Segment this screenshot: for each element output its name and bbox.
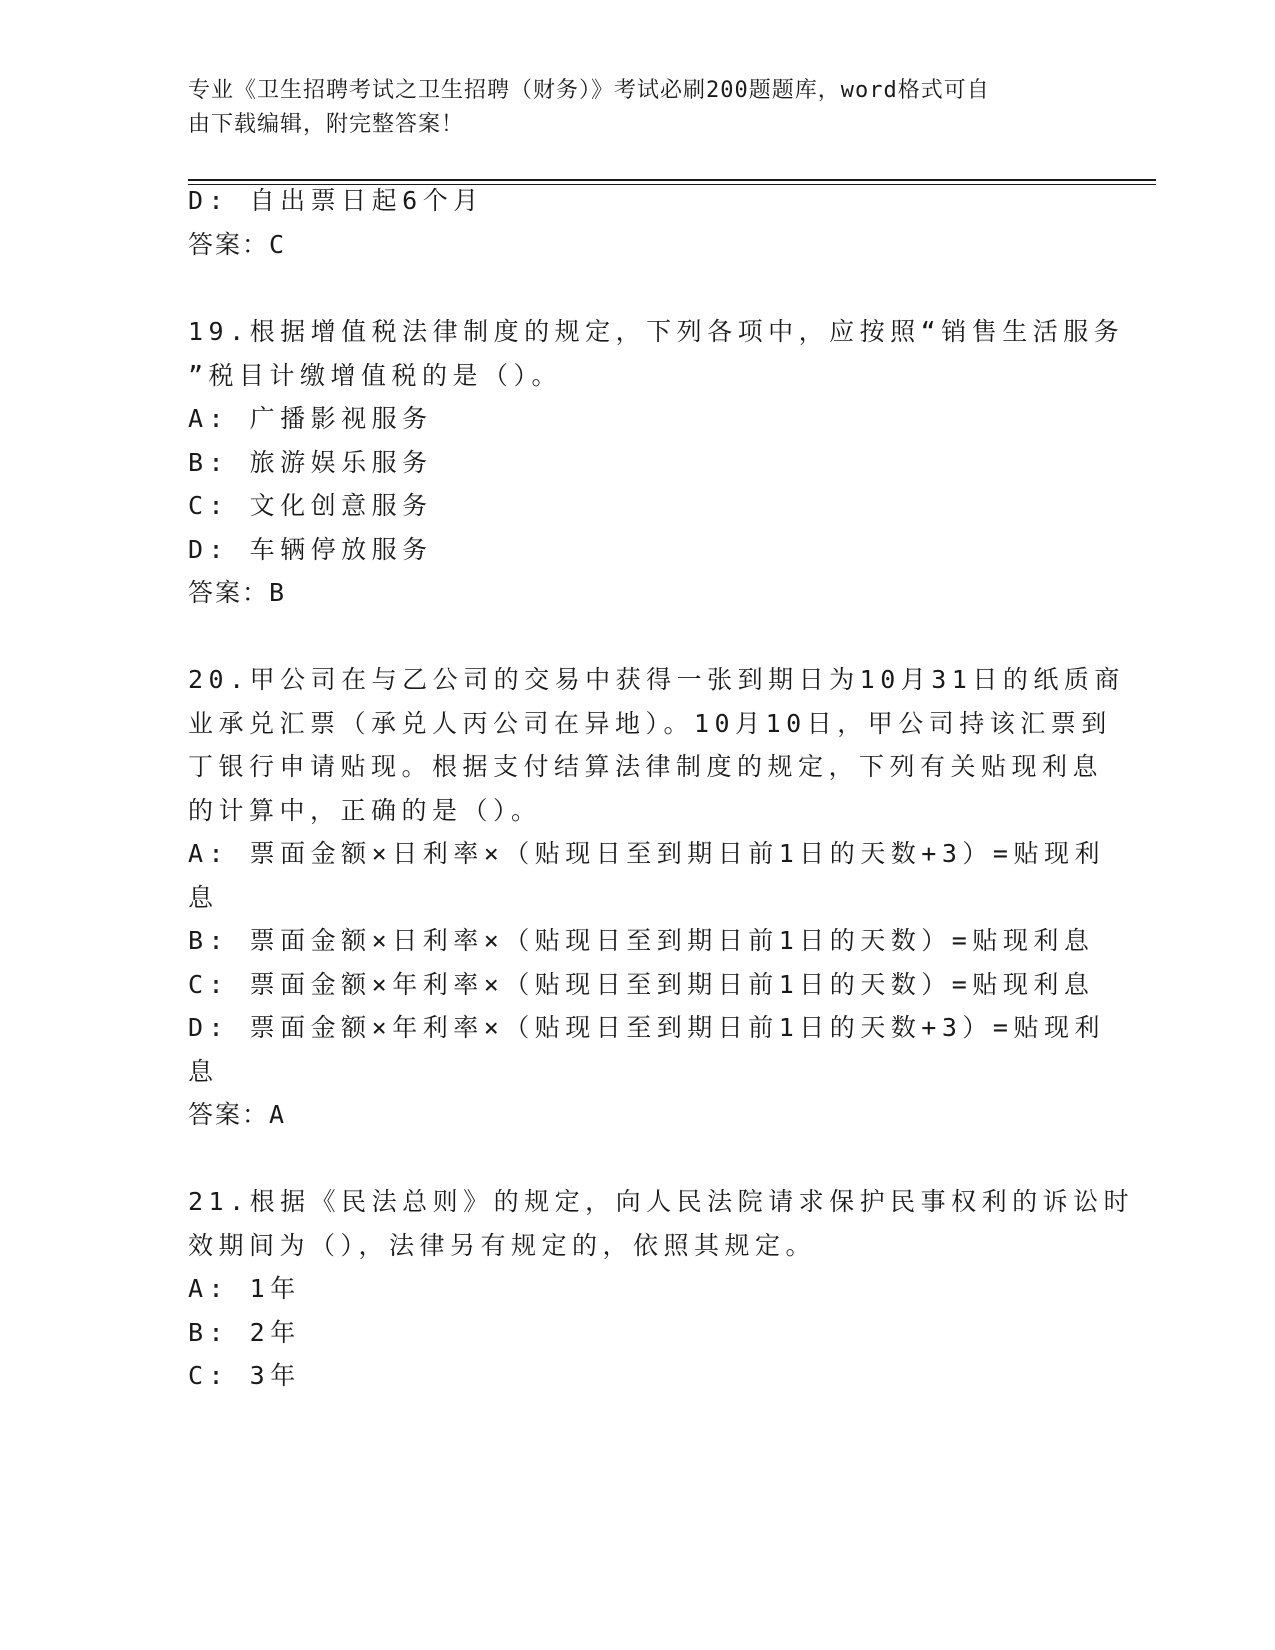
q19-stem-line-1: 19.根据增值税法律制度的规定，下列各项中，应按照“销售生活服务 [188,317,1125,346]
q18-answer: 答案：C [188,230,287,259]
q20-option-a-line-1: A: 票面金额×日利率×（贴现日至到期日前1日的天数+3）=贴现利 [188,839,1105,868]
q21-option-c: C: 3年 [188,1361,301,1390]
q21-stem-line-2: 效期间为（），法律另有规定的，依照其规定。 [188,1231,817,1260]
q19-option-b: B: 旅游娱乐服务 [188,448,433,477]
q20-stem-line-3: 丁银行申请贴现。根据支付结算法律制度的规定，下列有关贴现利息 [188,752,1104,781]
q20-stem-line-4: 的计算中，正确的是（）。 [188,796,542,825]
q19-answer: 答案：B [188,578,287,607]
q20-option-b: B: 票面金额×日利率×（贴现日至到期日前1日的天数）=贴现利息 [188,926,1095,955]
q20-option-a-line-2: 息 [188,883,219,912]
q19-option-a: A: 广播影视服务 [188,404,433,433]
q21-option-b: B: 2年 [188,1318,301,1347]
q20-option-d-line-1: D: 票面金额×年利率×（贴现日至到期日前1日的天数+3）=贴现利 [188,1013,1105,1042]
q19-option-c: C: 文化创意服务 [188,491,433,520]
header-line-2: 由下载编辑，附完整答案！ [188,112,465,137]
q21-option-a: A: 1年 [188,1274,301,1303]
q20-option-c: C: 票面金额×年利率×（贴现日至到期日前1日的天数）=贴现利息 [188,970,1095,999]
header-line-1: 专业《卫生招聘考试之卫生招聘（财务）》考试必刷200题题库，word格式可自 [188,78,990,103]
q20-option-d-line-2: 息 [188,1057,219,1086]
q19-stem-line-2: ”税目计缴增值税的是（）。 [188,361,563,390]
q19-option-d: D: 车辆停放服务 [188,535,433,564]
q20-stem-line-1: 20.甲公司在与乙公司的交易中获得一张到期日为10月31日的纸质商 [188,665,1125,694]
q18-option-d: D: 自出票日起6个月 [188,186,484,215]
q20-answer: 答案：A [188,1100,287,1129]
page-header [188,74,1088,142]
q20-stem-line-2: 业承兑汇票（承兑人丙公司在异地）。10月10日，甲公司持该汇票到 [188,709,1112,738]
header-divider-thick [188,179,1156,181]
q21-stem-line-1: 21.根据《民法总则》的规定，向人民法院请求保护民事权利的诉讼时 [188,1187,1135,1216]
